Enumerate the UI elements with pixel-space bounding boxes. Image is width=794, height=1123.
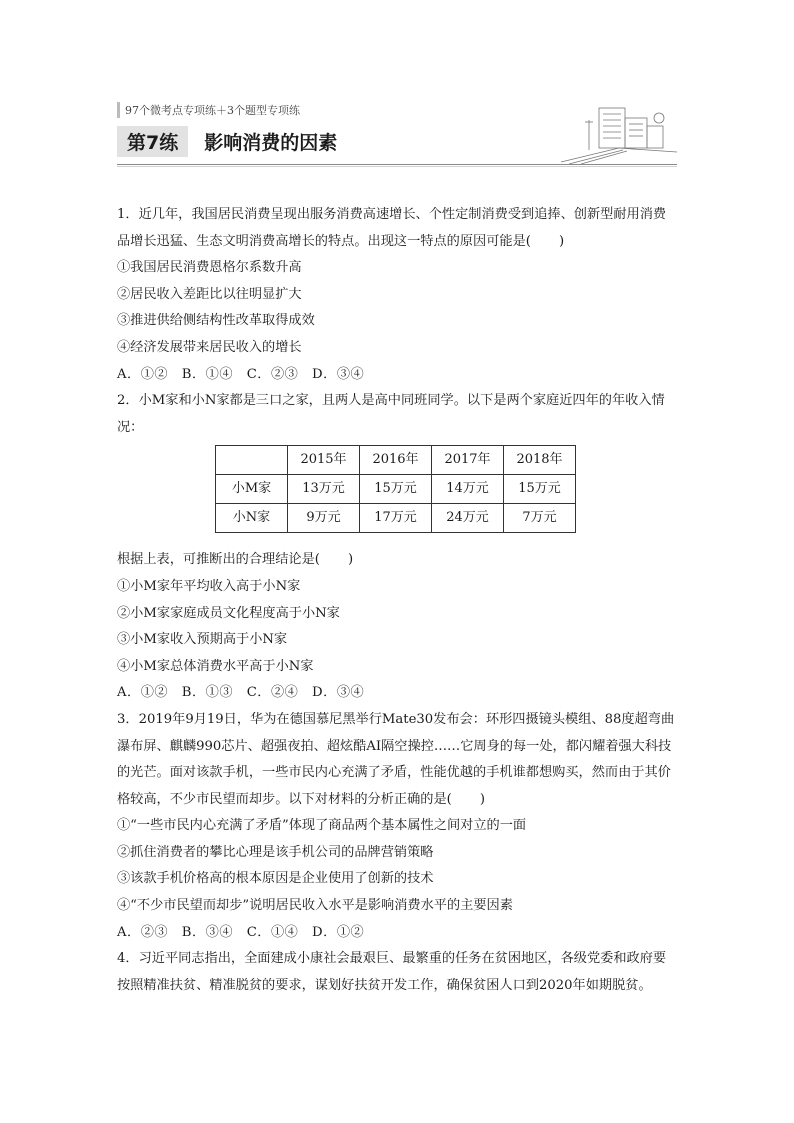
exercise-title xyxy=(117,126,337,156)
header-divider xyxy=(117,164,677,165)
q3-option-2: ②抓住消费者的攀比心理是该手机公司的品牌营销策略 xyxy=(117,844,434,860)
exercise-topic: 影响消费的因素 xyxy=(204,131,338,154)
table-row xyxy=(216,504,576,533)
q3-option-1: ①“一些市民内心充满了矛盾”体现了商品两个基本属性之间对立的一面 xyxy=(117,818,527,834)
q1-option-4: ④经济发展带来居民收入的增长 xyxy=(117,339,302,355)
question-1-text: 1．近几年，我国居民消费呈现出服务消费高速增长、个性定制消费受到追捧、创新型耐用消费品增长迅猛、生态文明消费高增长的特点。出现这一特点的原因可能是( xyxy=(117,207,667,249)
paren-close: ) xyxy=(347,552,354,568)
question-3-text: 3．2019年9月19日，华为在德国慕尼黑举行Mate30发布会：环形四摄镜头模组、88度超弯曲瀑布屏、麒麟990芯片、超强夜拍、超炫酷AI隔空操控……它周身的每一处，都闪耀着强大科技的光芒。面对该款手机，一些市民内心充满了矛盾，性能优越的手机谁都想购买，然而由于其价格较高，不少市民望而却步。以下对材料的分析正确的是( xyxy=(117,711,675,807)
question-3-stem xyxy=(117,707,677,813)
table-header-row xyxy=(216,446,576,475)
table-cell: 13万元 xyxy=(288,475,360,504)
q2-choices: A．①② B．①③ C．②④ D．③④ xyxy=(117,685,365,701)
page-header xyxy=(117,98,677,168)
table-cell: 小N家 xyxy=(216,504,288,533)
q3-choices: A．②③ B．③④ C．①④ D．①② xyxy=(117,924,365,940)
question-2-prompt xyxy=(117,547,677,574)
q3-option-3: ③该款手机价格高的根本原因是企业使用了创新的技术 xyxy=(117,871,434,887)
q2-option-1: ①小M家年平均收入高于小N家 xyxy=(117,578,301,594)
header-divider-thin xyxy=(117,166,677,167)
q2-option-4: ④小M家总体消费水平高于小N家 xyxy=(117,658,314,674)
question-2-stem: 2．小M家和小N家都是三口之家，且两人是高中同班同学。以下是两个家庭近四年的年收入情况： xyxy=(117,393,665,435)
table-cell: 7万元 xyxy=(504,504,576,533)
q1-choices: A．①② B．①④ C．②③ D．③④ xyxy=(117,366,365,382)
income-table xyxy=(215,445,576,533)
table-header-cell xyxy=(216,446,288,475)
paren-close: ) xyxy=(558,233,565,249)
question-2-text: 根据上表，可推断出的合理结论是( xyxy=(117,552,320,568)
table-row xyxy=(216,475,576,504)
question-4-stem: 4．习近平同志指出，全面建成小康社会最艰巨、最繁重的任务在贫困地区，各级党委和政府要按照精准扶贫、精准脱贫的要求，谋划好扶贫开发工作，确保贫困人口到2020年如期脱贫。 xyxy=(117,951,667,993)
q3-option-4: ④“不少市民望而却步”说明居民收入水平是影响消费水平的主要因素 xyxy=(117,898,513,914)
table-cell: 15万元 xyxy=(360,475,432,504)
table-cell: 17万元 xyxy=(360,504,432,533)
table-header-cell: 2015年 xyxy=(288,446,360,475)
question-list xyxy=(117,202,677,999)
table-cell: 14万元 xyxy=(432,475,504,504)
table-header-cell: 2016年 xyxy=(360,446,432,475)
q1-option-1: ①我国居民消费恩格尔系数升高 xyxy=(117,260,302,276)
table-header-cell: 2017年 xyxy=(432,446,504,475)
table-cell: 9万元 xyxy=(288,504,360,533)
series-title: 97个微考点专项练＋3个题型专项练 xyxy=(117,102,300,118)
table-header-cell: 2018年 xyxy=(504,446,576,475)
question-1-stem xyxy=(117,202,677,255)
paren-close: ) xyxy=(479,791,485,807)
q1-option-2: ②居民收入差距比以往明显扩大 xyxy=(117,286,302,302)
city-street-illustration-icon xyxy=(559,100,677,164)
q2-option-3: ③小M家收入预期高于小N家 xyxy=(117,632,288,648)
table-cell: 15万元 xyxy=(504,475,576,504)
q2-option-2: ②小M家家庭成员文化程度高于小N家 xyxy=(117,605,340,621)
table-cell: 小M家 xyxy=(216,475,288,504)
exercise-number-badge: 第7练 xyxy=(117,126,188,157)
q1-option-3: ③推进供给侧结构性改革取得成效 xyxy=(117,313,315,329)
table-cell: 24万元 xyxy=(432,504,504,533)
